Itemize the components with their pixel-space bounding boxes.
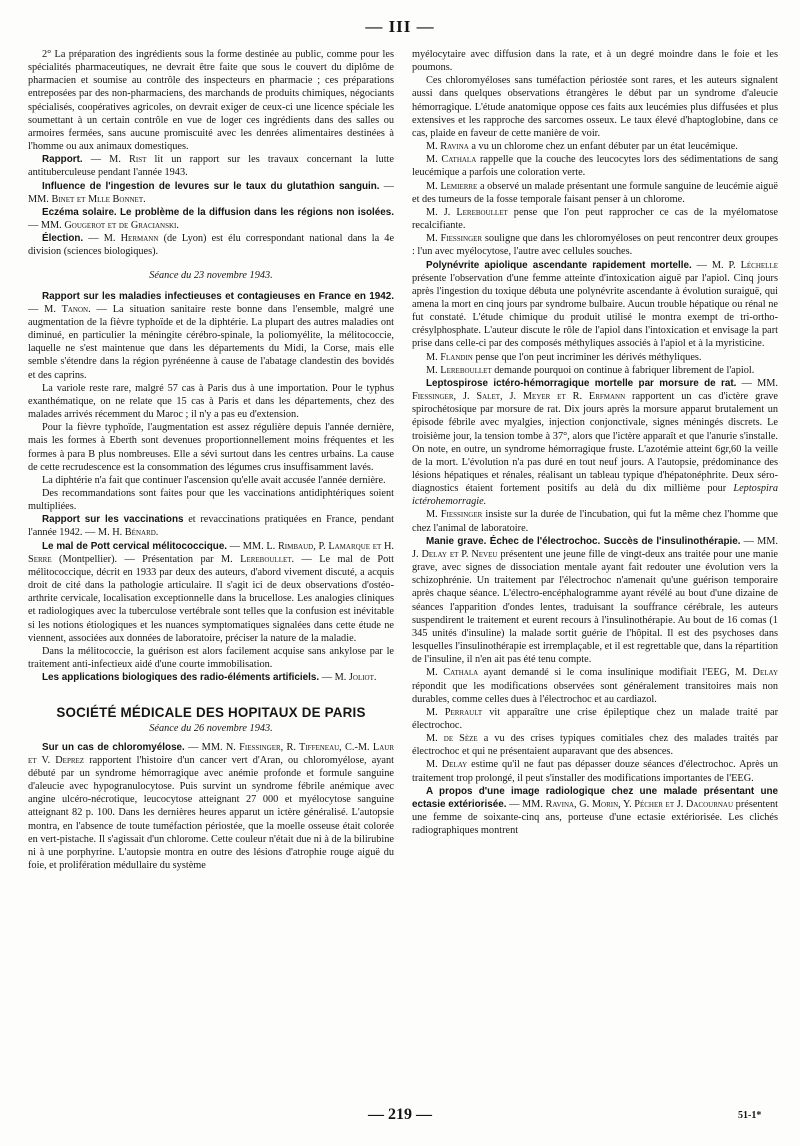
right-column <box>412 48 778 1116</box>
entry-text: (Montpellier). — Présentation par M. <box>59 553 233 565</box>
paragraph-melitococcie: Dans la mélitococcie, la guérison est alors facilement acquise sans ankylose par le traitement anti-infectieux aidé d'une courte immobilisation. <box>28 645 394 671</box>
section-heading: SOCIÉTÉ MÉDICALE DES HOPITAUX DE PARIS <box>56 705 366 721</box>
entry-author: MM. Fiessinger, J. Salet, J. Meyer et R. Erfmann <box>412 377 778 403</box>
comment-cathala <box>412 153 778 179</box>
entry-mal-de-pott: Le mal de Pott cervical mélitococcique. — MM. L. Rimbaud, P. Lamarque et H. Serre (Montpellier). — Présentation par M. Lereboullet. — Le mal de Pott mélitococcique, décrit en 1933 par deux des auteurs, d'abord vivement discuté, a acquis droit de cité dans la pathologie articulaire. Il s'agit ici de deux observations d'ostéo-arthrite cervicale, localisation exceptionnelle dans la brucellose. Les analogies cliniques et radiologiques avec la tuberculose vertébrale sont telles que la confusion est inévitable si les notions étiologiques et les nuances symptomatiques signalées dans cette étude ne viennent, associées aux données de laboratoire, préciser la nature de la maladie. <box>28 540 394 644</box>
comment-ravina <box>412 140 778 153</box>
entry-text: insiste sur la durée de l'incubation, qui fut la même chez l'homme que chez l'animal de laboratoire. <box>412 509 778 534</box>
entry-manie-grave: Manie grave. Échec de l'électrochoc. Succès de l'insulinothérapie. — MM. J. Delay et P. Neveu présentent une jeune fille de vingt-deux ans traitée pour une manie grave, avec signes de dissociation mentale ayant fait redouter une évolution vers la schizophrénie. Un traitement par l'électrochoc n'amenait qu'une guérison temporaire après chaque séance. L'électro-encéphalogramme ayant révélé au bout d'une dizaine de séances l'apparition d'ondes lentes, traduisant la souffrance cérébrale, les auteurs suspendirent le traitement et eurent recours à l'insulinothérapie. Au bout de 16 comas (1 345 unités d'insuline) la malade sortit guérie de l'hôpital. Il est des psychoses dans lesquelles l'insulinothérapie est irremplaçable, et il est regrettable que, dans la répartition de l'insuline, il n'en ait pas été tenu compte. <box>412 535 778 666</box>
entry-author: MM. J. Delay et P. Neveu <box>412 535 778 560</box>
comment-fiessinger <box>412 232 778 258</box>
entry-author: M. J. Lereboullet <box>426 206 508 218</box>
paragraph-variole: La variole reste rare, malgré 57 cas à Paris dus à une importation. Pour le typhus exanthématique, on ne relate que 15 cas à Paris et dans les départements, chez des malades arrivés récemment du Maroc ; il n'y a pas eu d'extension. <box>28 382 394 421</box>
entry-polynevrite: Polynévrite apiolique ascendante rapidement mortelle. — M. P. Léchelle présente l'observation d'une femme atteinte d'intoxication aiguë par l'apiol. Cinq jours après l'ingestion du toxique débuta une polynévrite ascendante à évolution suraiguë, qui amena la mort en cinq jours par syndrome bulbaire. Aucun trouble hépatique ou rénal ne fut constaté. L'étude chimique du produit utilisé le montra exempt de tri-ortho-crésylphosphate. L'auteur discute le rôle de l'apiol dans l'intoxication et envisage la part prise dans celle-ci par des composés méthyliques associés à l'apiol et à la myristicine. <box>412 259 778 350</box>
paragraph-typhoide: Pour la fièvre typhoïde, l'augmentation est assez régulière depuis l'année dernière, mais les formes à Eberth sont devenues proportionnellement moins fréquentes et les formes à para B plus nombreuses. Elle a sévi surtout dans les centres urbains. La cause de cette recrudescence est la consommation des légumes crus insuffisamment lavés. <box>28 422 394 473</box>
entry-text: pense que l'on peut incriminer les dérivés méthyliques. <box>475 351 702 363</box>
comment-lemierre <box>412 180 778 206</box>
entry-maladies-infectieuses: Rapport sur les maladies infectieuses et contagieuses en France en 1942. — M. Tanon. — La situation sanitaire reste bonne dans l'ensemble, malgré une augmentation de la fièvre typhoïde et de la diphtérie. La plupart des autres maladies ont diminué, en particulier la méningite cérébro-spinale, la poliomyélite, la mélitococcie, laquelle ne s'est maintenue que dans les départements du Midi, la Corse, mais elle semble s'étendre dans la région pyrénéenne à cause de l'abatage clandestin des bovidés et des caprins. <box>28 290 394 381</box>
entry-title: Leptospirose ictéro-hémorragique mortelle par morsure de rat. <box>426 377 737 389</box>
entry-text: (de Lyon) est élu correspondant national dans la 4e division (sciences biologiques). <box>28 233 394 258</box>
entry-title: Manie grave. Échec de l'électrochoc. Succès de l'insulinothérapie. <box>426 535 741 547</box>
session-date: Séance du 23 novembre 1943. <box>149 269 273 281</box>
entry-text: La situation sanitaire reste bonne dans l'ensemble, malgré une augmentation de la fièvre typhoïde et de la diphtérie. La plupart des autres maladies ont diminué, en particulier la méningite cérébro-spinale, la poliomyélite, la mélitococcie, laquelle ne s'est maintenue que dans les départements du Midi, la Corse, mais elle semble s'étendre dans la région pyrénéenne à cause de l'abatage clandestin des bovidés et des caprins. <box>28 303 394 381</box>
entry-title: Polynévrite apiolique ascendante rapidement mortelle. <box>426 259 692 271</box>
comment-fiessinger-2 <box>412 508 778 534</box>
entry-text: ayant demandé si le coma insulinique modifiait l'EEG, <box>483 667 730 679</box>
comment-cathala-2 <box>412 666 778 705</box>
entry-text: demande pourquoi on continue à fabriquer librement de l'apiol. <box>494 364 755 376</box>
entry-text: présentent une femme de soixante-cinq ans, porteuse d'une ectasie extériorisée. Les clichés radiographiques montrent <box>412 798 778 837</box>
entry-text: et revaccinations pratiquées en France, pendant l'année 1942. <box>28 514 394 539</box>
entry-author: MM. Binet et Mlle Bonnet. <box>28 193 146 205</box>
entry-species: Leptospira ictérohemorragie. <box>412 483 778 508</box>
entry-author: M. Lereboullet <box>426 364 492 376</box>
entry-author: M. de Sèze <box>426 733 478 745</box>
entry-author: MM. L. Rimbaud, P. Lamarque et H. Serre <box>28 540 394 565</box>
entry-text: répondit que les modifications observées sont généralement transitoires mais non durables, comme celles dues à l'électrochoc et au cardiazol. <box>412 680 778 705</box>
entry-title: Sur un cas de chloromyélose. <box>42 741 185 753</box>
entry-text: rapportent un cas d'ictère grave spirochétosique par morsure de rat. Dix jours après la morsure apparut brutalement un épisode fébrile avec myalgies, injection conjonctivale, signes méningés discrets. Le troisième jour, la tension tombe à 37°, alors que l'ictère apparaît et que l'anurie s'installe. On note, en outre, un syndrome hémorragique fruste. L'azotémie atteint 6gr,60 la veille de la mort. L'évolution n'a pas duré en tout neuf jours. A l'autopsie, prédominance des lésions hépatiques et rénales, réalisant un tableau typique d'hépatonéphrite. Deux séro-diagnostics étaient fortement positifs au delà du dix millième pour <box>412 391 778 495</box>
comment-de-seze <box>412 732 778 758</box>
entry-radio-elements: Les applications biologiques des radio-éléments artificiels. — M. Joliot. <box>42 672 377 684</box>
signature-code: 51-1* <box>738 1110 762 1121</box>
entry-author: M. Tanon. <box>44 303 91 315</box>
paragraph-diphterie: La diphtérie n'a fait que continuer l'ascension qu'elle avait accusée l'année dernière. <box>42 474 386 486</box>
entry-author: M. Ravina <box>426 141 469 153</box>
entry-election: Élection. — M. Hermann (de Lyon) est élu correspondant national dans la 4e division (sciences biologiques). <box>28 233 394 258</box>
entry-text: pense que l'on peut rapprocher ce cas de la myélomatose recalcifiante. <box>412 206 778 232</box>
entry-text: rappelle que la couche des leucocytes lors des sédimentations de sang leucémique a parfois une coloration verte. <box>412 154 778 179</box>
entry-author: M. Fiessinger <box>426 233 483 245</box>
entry-title: Le mal de Pott cervical mélitococcique. <box>42 540 228 552</box>
entry-author: MM. Gougerot et de Gracianski. <box>40 220 179 232</box>
entry-author: M. Cathala <box>426 154 477 166</box>
entry-text: a observé un malade présentant une formule sanguine de leucémie aiguë et des tumeurs de la fosse temporale faisant penser à un chlorome. <box>412 180 778 205</box>
entry-title: Les applications biologiques des radio-éléments artificiels. <box>42 672 320 684</box>
entry-author: Lereboullet. <box>240 553 295 565</box>
entry-author: M. Perrault <box>426 706 483 718</box>
entry-eczema: Eczéma solaire. Le problème de la diffusion dans les régions non isolées. — MM. Gougerot et de Gracianski. <box>28 206 394 232</box>
entry-title: Élection. <box>42 233 84 245</box>
entry-author: M. Lemierre <box>426 180 478 192</box>
entry-author: M. P. Léchelle <box>711 259 778 271</box>
entry-title: Eczéma solaire. Le problème de la diffusion dans les régions non isolées. <box>42 206 394 218</box>
entry-ectasie: A propos d'une image radiologique chez une malade présentant une ectasie extériorisée. — MM. Ravina, G. Morin, Y. Pécher et J. Dacournau présentent une femme de soixante-cinq ans, porteuse d'une ectasie extériorisée. Les clichés radiographiques montrent <box>412 785 778 837</box>
entry-author: M. Joliot. <box>334 672 377 684</box>
entry-author: M. H. Bénard. <box>97 527 159 539</box>
entry-text: rapportent l'histoire d'un cancer vert d'Aran, ou chloromyélose, ayant débuté par un syndrome hémorragique avec anémie profonde et formule sanguine d'aleucie avec hypogranulocytose. Puis survint un syndrome fébrile anémique avec angine ulcéro-nécrotique, leucocytose atteignant 27 000 et myélocytose sanguine atteignant 82 p. 100. Dans les dernières heures apparut un ictère généralisé. L'autopsie montra, en l'absence de toute tuméfaction périostée, que la moelle osseuse était colorée en vert-pistache. Il s'agissait d'un chlorome. Cette couleur n'était due ni à de la bilirubine ni à une porphyrine. L'autopsie montra en outre des lésions d'atrophie rouge aiguë du foie, et prolifération médullaire du système <box>28 754 394 872</box>
paragraph-recommandations: Des recommandations sont faites pour que les vaccinations antidiphtériques soient multipliées. <box>28 488 394 513</box>
entry-rapport: Rapport. — M. Rist lit un rapport sur les travaux concernant la lutte antituberculeuse pendant l'année 1943. <box>28 154 394 179</box>
comment-perrault <box>412 706 778 732</box>
page-header: — III — <box>365 17 435 36</box>
paragraph-preparation: 2° La préparation des ingrédients sous la forme destinée au public, comme pour les spécialités pharmaceutiques, ne devrait être faite que sous le couvert du diplôme de pharmacien et soumise au contrôle des inspecteurs en pharmacie ; ces préparations entreposées par des non-pharmaciens, des marchands de produits chimiques, négociants spécialisés, coopératives agricoles, on devrait exiger de ceux-ci une licence spéciale les soumettant à un certain contrôle en vue de loger ces ingrédients dans des salles ou armoires fermées, sans aucune promiscuité avec les denrées alimentaires destinées à l'homme ou aux animaux domestiques. <box>28 49 394 153</box>
entry-author: M. Hermann <box>103 233 159 245</box>
session-date: Séance du 26 novembre 1943. <box>149 722 273 734</box>
entry-vaccinations: Rapport sur les vaccinations et revaccinations pratiquées en France, pendant l'année 1942. — M. H. Bénard. <box>28 514 394 539</box>
entry-leptospirose: Leptospirose ictéro-hémorragique mortelle par morsure de rat. — MM. Fiessinger, J. Salet, J. Meyer et R. Erfmann rapportent un cas d'ictère grave spirochétosique par morsure de rat. Dix jours après la morsure apparut brutalement un épisode fébrile avec myalgies, injection conjonctivale, signes méningés discrets. Le troisième jour, la tension tombe à 37°, alors que l'ictère apparaît et que l'anurie s'installe. On note, en outre, un syndrome hémorragique fruste. L'azotémie atteint 6gr,60 la veille de la mort. L'évolution n'a pas duré en tout neuf jours. A l'autopsie, prédominance des lésions hépatiques et rénales, réalisant un tableau typique d'hépatonéphrite. Deux séro-diagnostics étaient fortement positifs au delà du dix millième pour Leptospira ictérohemorragie. <box>412 377 778 508</box>
entry-author: M. Cathala <box>426 667 479 679</box>
entry-text: a vu des crises typiques comitiales chez des malades traités par électrochoc et qui ne présentaient auparavant que des absences. <box>412 733 778 758</box>
entry-title: Rapport sur les vaccinations <box>42 514 184 526</box>
entry-author: M. Delay <box>735 667 778 679</box>
comment-lereboullet <box>412 364 778 377</box>
entry-title: A propos d'une image radiologique chez une malade présentant une ectasie extériorisée. <box>412 785 778 810</box>
entry-text: — Le mal de Pott mélitococcique, décrit en 1933 par deux des auteurs, d'abord vivement discuté, a acquis droit de cité dans la pathologie articulaire. Il s'agit ici de deux observations d'ostéo-arthrite cervicale, localisation exceptionnelle dans la brucellose. Les analogies cliniques et radiologiques avec la tuberculose vertébrale sont telles que la confusion est inévitable si les notions étiologiques et les nuances symptomatiques signalées dans cette étude ne viennent, associées aux données de laboratoire, préciser la nature de la maladie. <box>28 553 394 644</box>
left-column <box>28 48 394 1116</box>
entry-levures: Influence de l'ingestion de levures sur le taux du glutathion sanguin. — MM. Binet et Mlle Bonnet. <box>28 180 394 205</box>
comment-delay <box>412 758 778 784</box>
entry-text: présente l'observation d'une femme atteinte d'intoxication aiguë par l'apiol. Cinq jours après l'ingestion du toxique débuta une polynévrite ascendante à évolution suraiguë, qui amena la mort en cinq jours par syndrome bulbaire. Aucun trouble hépatique ou rénal ne fut constaté. L'étude chimique du produit utilisé le montra exempt de tri-ortho-crésylphosphate. L'auteur discute le rôle de l'apiol dans l'intoxication et envisage la part prise dans celle-ci par des composés méthyliques associés à l'apiol et à la myristicine. <box>412 272 778 350</box>
entry-text: vit apparaître une crise épileptique chez un malade traité par électrochoc. <box>412 706 778 731</box>
entry-title: Influence de l'ingestion de levures sur le taux du glutathion sanguin. <box>42 180 380 192</box>
entry-text: a vu un chlorome chez un enfant débuter par un état leucémique. <box>471 141 738 153</box>
entry-author: M. Flandin <box>426 351 473 363</box>
comment-j-lereboullet <box>412 206 778 232</box>
comment-flandin <box>412 351 778 364</box>
entry-author: M. Fiessinger <box>426 509 483 521</box>
entry-author: M. Rist <box>109 154 147 166</box>
entry-title: Rapport. <box>42 154 83 166</box>
paragraph-continuation: myélocytaire avec diffusion dans la rate, et à un degré moindre dans le foie et les poumons. <box>412 49 778 74</box>
entry-author: MM. Ravina, G. Morin, Y. Pécher et J. Dacournau <box>522 798 734 810</box>
entry-title: Rapport sur les maladies infectieuses et contagieuses en France en 1942. <box>42 290 394 302</box>
entry-author: M. Delay <box>426 759 468 771</box>
entry-text: souligne que dans les chloromyéloses on peut rencontrer deux groupes : l'un avec myélocytose, l'autre avec cellules souches. <box>412 233 778 258</box>
entry-text: présentent une jeune fille de vingt-deux ans traitée pour une manie grave, avec signes de dissociation mentale ayant fait redouter une évolution vers la schizophrénie. Un traitement par l'électrochoc n'amenait qu'une guérison temporaire après chaque séance. L'électro-encéphalogramme ayant révélé au bout d'une dizaine de séances l'apparition d'ondes lentes, traduisant la souffrance cérébrale, les auteurs suspendirent le traitement et eurent recours à l'insulinothérapie. Au bout de 16 comas (1 345 unités d'insuline) la malade sortit guérie de l'hôpital. Il est des psychoses dans lesquelles l'insulinothérapie est irremplaçable, et il est regrettable que, dans la répartition de l'insuline, il n'en ait pas été tenu compte. <box>412 548 778 666</box>
entry-text: lit un rapport sur les travaux concernant la lutte antituberculeuse pendant l'année 1943. <box>28 154 394 179</box>
entry-text: estime qu'il ne faut pas dépasser douze séances d'électrochoc. Après un traitement trop prolongé, il peut s'installer des modifications importantes de l'EEG. <box>412 759 778 784</box>
paragraph-chloromyeloses: Ces chloromyéloses sans tuméfaction périostée sont rares, et les auteurs signalent aussi dans quelques observations étrangères le début par un syndrome d'aleucie hémorragique. L'étude anatomique oppose ces faits aux leucémies plus diffusées et plus extensives et les rapproche des sarcomes osseux. Le taux élevé d'haptoglobine, dans ce cas, plaide en faveur de cette manière de voir. <box>412 75 778 139</box>
entry-chloromyelose: Sur un cas de chloromyélose. — MM. N. Fiessinger, R. Tiffeneau, C.-M. Laur et V. Deprez rapportent l'histoire d'un cancer vert d'Aran, ou chloromyélose, ayant débuté par un syndrome hémorragique avec anémie profonde et formule sanguine d'aleucie avec hypogranulocytose. Puis survint un syndrome fébrile anémique avec angine ulcéro-nécrotique, leucocytose atteignant 27 000 et myélocytose sanguine atteignant 82 p. 100. Dans les dernières heures apparut un ictère généralisé. L'autopsie montra, en l'absence de toute tuméfaction périostée, que la moelle osseuse était colorée en vert-pistache. Il s'agissait d'un chlorome. Cette couleur n'était due ni à de la bilirubine ni à une porphyrine. L'autopsie montra en outre des lésions d'atrophie rouge aiguë du foie, et prolifération médullaire du système <box>28 741 394 872</box>
page-number: — 219 — <box>368 1106 432 1123</box>
entry-author: MM. N. Fiessinger, R. Tiffeneau, C.-M. Laur et V. Deprez <box>28 741 394 766</box>
